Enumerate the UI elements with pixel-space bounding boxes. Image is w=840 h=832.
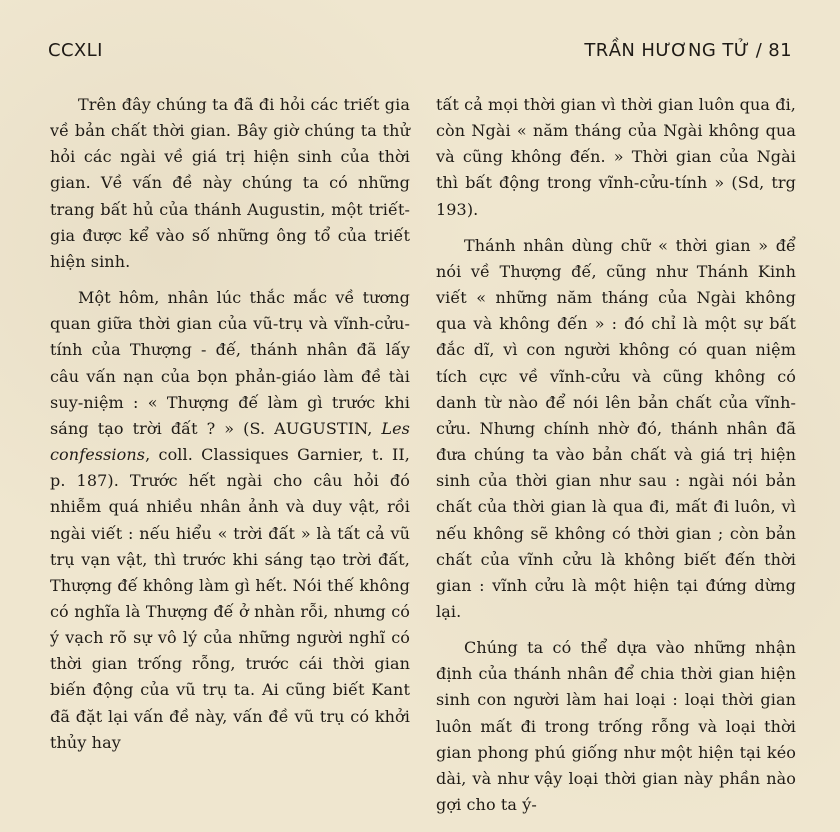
paragraph: tất cả mọi thời gian vì thời gian luôn qua đi, còn Ngài « năm tháng của Ngài không qua và cũng không đến. » Thời gian của Ngài thì bất động trong vĩnh-cửu-tính » (Sd, trg 193). bbox=[436, 95, 796, 219]
paragraph bbox=[50, 285, 410, 756]
paragraph: Chúng ta có thể dựa vào những nhận định của thánh nhân để chia thời gian hiện sinh con người làm hai loại : loại thời gian luôn mất đi trong trống rỗng và loại thời gian phong phú giống như một hiện tại kéo dài, và như vậy loại thời gian này phần nào gợi cho ta ý- bbox=[436, 638, 796, 815]
paragraph-text: , coll. Classiques Garnier, t. II, p. 187). Trước hết ngài cho câu hỏi đó nhiễm quá nhiều nhân ảnh và duy vật, rồi ngài viết : nếu hiểu « trời đất » là tất cả vũ trụ vạn vật, thì trước khi sáng tạo trời đất, Thượng đế không làm gì hết. Nói thế không có nghĩa là Thượng đế ở nhàn rỗi, nhưng có ý vạch rõ sự vô lý của những người nghĩ có thời gian trống rỗng, trước cái thời gian biến động của vũ trụ ta. Ai cũng biết Kant đã đặt lại vấn đề này, vấn đề vũ trụ có khởi thủy hay bbox=[50, 445, 410, 752]
paragraph: Trên đây chúng ta đã đi hỏi các triết gia về bản chất thời gian. Bây giờ chúng ta thử hỏi các ngài về giá trị hiện sinh của thời gian. Về vấn đề này chúng ta có những trang bất hủ của thánh Augustin, một triết-gia được kể vào số những ông tổ của triết hiện sinh. bbox=[50, 95, 410, 271]
page-header bbox=[48, 40, 792, 68]
left-column bbox=[50, 92, 410, 756]
right-column bbox=[436, 92, 796, 818]
book-title: Les confessions bbox=[50, 418, 410, 465]
page-code: CCXLI bbox=[48, 40, 103, 61]
text-columns bbox=[50, 92, 796, 832]
paragraph: Thánh nhân dùng chữ « thời gian » để nói về Thượng đế, cũng như Thánh Kinh viết « những năm tháng của Ngài không qua và không đến » : đó chỉ là một sự bất đắc dĩ, vì con người không có quan niệm tích cực về vĩnh-cửu và cũng không có danh từ nào để nói lên bản chất của vĩnh-cửu. Nhưng chính nhờ đó, thánh nhân đã đưa chúng ta vào bản chất và giá trị hiện sinh của thời gian như sau : ngài nói bản chất của thời gian là qua đi, mất đi luôn, vì nếu không sẽ không có thời gian ; còn bản chất của vĩnh cửu là không biết đến thời gian : vĩnh cửu là một hiện tại đứng dừng lại. bbox=[436, 235, 796, 621]
running-title-page-number: TRẦN HƯƠNG TỬ / 81 bbox=[584, 40, 792, 61]
paragraph-text: Một hôm, nhân lúc thắc mắc về tương quan giữa thời gian của vũ-trụ và vĩnh-cửu-tính của Thượng - đế, thánh nhân đã lấy câu vấn nạn của bọn phản-giáo làm đề tài suy-niệm : « Thượng đế làm gì trước khi sáng tạo trời đất ? » (S. AUGUSTIN, bbox=[50, 288, 410, 438]
